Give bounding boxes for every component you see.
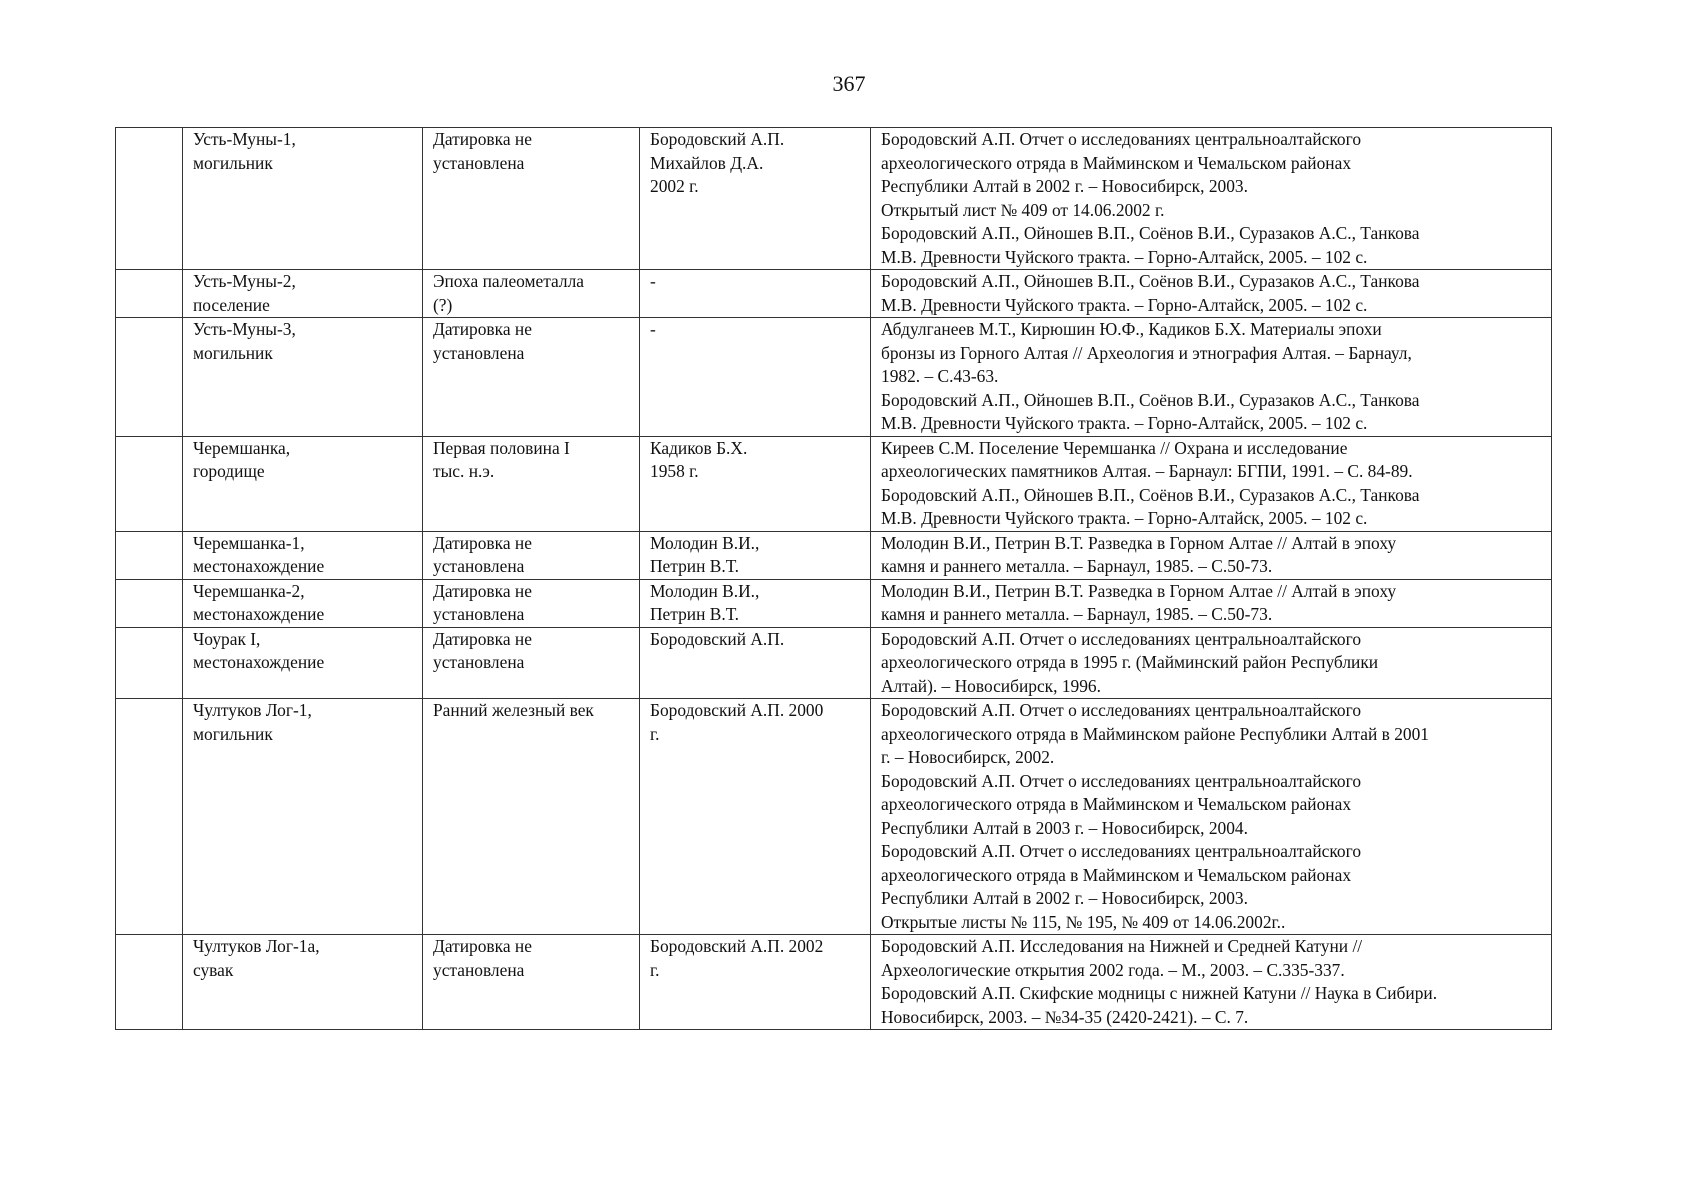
site-name-line: местонахождение [193, 556, 325, 576]
researchers-line: Кадиков Б.Х. [650, 437, 748, 458]
row-number-cell [116, 318, 183, 437]
literature-line: камня и раннего металла. – Барнаул, 1985. – С.50-73. [881, 556, 1273, 576]
researchers-line: Молодин В.И., [650, 532, 760, 553]
site-name-cell [183, 128, 423, 270]
researchers-cell [640, 627, 871, 699]
literature-line: Новосибирск, 2003. – №34-35 (2420-2421). – С. 7. [881, 1006, 1249, 1027]
literature-line: М.В. Древности Чуйского тракта. – Горно-Алтайск, 2005. – 102 с. [881, 508, 1368, 528]
row-number-cell [116, 699, 183, 935]
site-name-cell [183, 627, 423, 699]
site-name-line: Усть-Муны-1, [193, 129, 296, 149]
table-row [116, 935, 1552, 1030]
row-number-cell [116, 436, 183, 531]
site-name-line: местонахождение [193, 652, 325, 672]
dating-line: Датировка не [433, 129, 532, 149]
literature-line: Открытый лист № 409 от 14.06.2002 г. [881, 199, 1165, 220]
site-name-cell [183, 318, 423, 437]
literature-line: М.В. Древности Чуйского тракта. – Горно-Алтайск, 2005. – 102 с. [881, 413, 1368, 433]
literature-line: Бородовский А.П. Исследования на Нижней и Средней Катуни // [881, 936, 1363, 956]
literature-line: Республики Алтай в 2002 г. – Новосибирск, 2003. [881, 176, 1248, 196]
literature-line: М.В. Древности Чуйского тракта. – Горно-Алтайск, 2005. – 102 с. [881, 246, 1368, 267]
dating-cell [423, 436, 640, 531]
dating-cell [423, 579, 640, 627]
site-name-line: местонахождение [193, 604, 325, 624]
literature-line: Бородовский А.П. Отчет о исследованиях центральноалтайского [881, 628, 1362, 649]
researchers-line: 1958 г. [650, 461, 699, 481]
site-name-line: могильник [193, 152, 273, 173]
researchers-line: Бородовский А.П. [650, 129, 785, 149]
researchers-cell [640, 436, 871, 531]
dating-line: установлена [433, 152, 525, 173]
dating-cell [423, 627, 640, 699]
table-row [116, 531, 1552, 579]
literature-line: Молодин В.И., Петрин В.Т. Разведка в Горном Алтае // Алтай в эпоху [881, 580, 1397, 601]
literature-line: Бородовский А.П. Отчет о исследованиях центральноалтайского [881, 129, 1362, 149]
row-number-cell [116, 128, 183, 270]
dating-line: установлена [433, 556, 525, 576]
dating-line: Ранний железный век [433, 700, 594, 720]
row-number-cell [116, 579, 183, 627]
researchers-line: Бородовский А.П. 2002 [650, 936, 824, 956]
literature-cell [871, 531, 1552, 579]
dating-cell [423, 935, 640, 1030]
literature-cell [871, 627, 1552, 699]
site-name-line: Черемшанка-2, [193, 580, 305, 601]
site-name-cell [183, 436, 423, 531]
researchers-cell [640, 318, 871, 437]
table-row [116, 270, 1552, 318]
literature-line: Бородовский А.П. Отчет о исследованиях центральноалтайского [881, 770, 1362, 791]
researchers-cell [640, 579, 871, 627]
site-name-line: сувак [193, 959, 234, 980]
site-name-line: поселение [193, 294, 270, 315]
literature-line: Бородовский А.П., Ойношев В.П., Соёнов В.И., Суразаков А.С., Танкова [881, 271, 1420, 291]
site-name-line: Усть-Муны-2, [193, 271, 296, 291]
literature-line: Бородовский А.П. Отчет о исследованиях центральноалтайского [881, 700, 1362, 720]
researchers-cell [640, 270, 871, 318]
literature-line: бронзы из Горного Алтая // Археология и этнография Алтая. – Барнаул, [881, 342, 1412, 363]
literature-line: Бородовский А.П., Ойношев В.П., Соёнов В.И., Суразаков А.С., Танкова [881, 484, 1420, 505]
site-name-cell [183, 579, 423, 627]
researchers-cell [640, 531, 871, 579]
literature-line: Республики Алтай в 2003 г. – Новосибирск, 2004. [881, 817, 1248, 838]
dating-cell [423, 699, 640, 935]
dating-line: Эпоха палеометалла [433, 271, 585, 291]
researchers-cell [640, 128, 871, 270]
dating-line: Датировка не [433, 319, 532, 339]
site-name-line: Черемшанка, [193, 437, 291, 458]
monuments-table [115, 127, 1552, 1030]
dating-line: Датировка не [433, 532, 532, 553]
literature-line: археологических памятников Алтая. – Барнаул: БГПИ, 1991. – С. 84-89. [881, 461, 1413, 481]
literature-line: Республики Алтай в 2002 г. – Новосибирск, 2003. [881, 888, 1248, 908]
literature-line: камня и раннего металла. – Барнаул, 1985. – С.50-73. [881, 604, 1273, 624]
literature-line: археологического отряда в Майминском и Чемальском районах [881, 794, 1352, 814]
site-name-line: Чултуков Лог-1а, [193, 936, 320, 956]
researchers-line: г. [650, 723, 660, 744]
site-name-line: могильник [193, 342, 273, 363]
literature-line: Молодин В.И., Петрин В.Т. Разведка в Горном Алтае // Алтай в эпоху [881, 532, 1397, 553]
literature-line: Бородовский А.П., Ойношев В.П., Соёнов В.И., Суразаков А.С., Танкова [881, 223, 1420, 243]
literature-line: Киреев С.М. Поселение Черемшанка // Охрана и исследование [881, 437, 1348, 458]
dating-line: установлена [433, 959, 525, 980]
table-row [116, 627, 1552, 699]
site-name-cell [183, 935, 423, 1030]
literature-line: Абдулганеев М.Т., Кирюшин Ю.Ф., Кадиков Б.Х. Материалы эпохи [881, 319, 1382, 339]
row-number-cell [116, 531, 183, 579]
researchers-line: - [650, 271, 656, 291]
table-row [116, 318, 1552, 437]
dating-line: (?) [433, 294, 453, 315]
researchers-line: - [650, 319, 656, 339]
researchers-line: Петрин В.Т. [650, 604, 739, 624]
literature-cell [871, 579, 1552, 627]
site-name-line: Усть-Муны-3, [193, 319, 296, 339]
table-row [116, 436, 1552, 531]
literature-cell [871, 935, 1552, 1030]
site-name-line: городище [193, 461, 265, 481]
literature-line: Бородовский А.П. Скифские модницы с нижней Катуни // Наука в Сибири. [881, 983, 1438, 1003]
researchers-line: Бородовский А.П. [650, 628, 785, 649]
dating-line: Датировка не [433, 628, 532, 649]
site-name-line: Черемшанка-1, [193, 532, 305, 553]
site-name-cell [183, 270, 423, 318]
dating-line: установлена [433, 652, 525, 672]
site-name-cell [183, 699, 423, 935]
literature-cell [871, 436, 1552, 531]
literature-cell [871, 699, 1552, 935]
literature-line: археологического отряда в Майминском и Чемальском районах [881, 152, 1352, 173]
dating-line: установлена [433, 342, 525, 363]
literature-cell [871, 318, 1552, 437]
site-name-line: Чоурак I, [193, 628, 261, 649]
researchers-line: Петрин В.Т. [650, 556, 739, 576]
literature-line: Бородовский А.П., Ойношев В.П., Соёнов В.И., Суразаков А.С., Танкова [881, 389, 1420, 410]
table-row [116, 128, 1552, 270]
researchers-line: Михайлов Д.А. [650, 152, 764, 173]
dating-line: Первая половина I [433, 437, 570, 458]
literature-line: Бородовский А.П. Отчет о исследованиях центральноалтайского [881, 841, 1362, 861]
monuments-table-body [116, 128, 1552, 1030]
literature-cell [871, 128, 1552, 270]
dating-cell [423, 128, 640, 270]
dating-cell [423, 270, 640, 318]
researchers-line: Молодин В.И., [650, 580, 760, 601]
site-name-cell [183, 531, 423, 579]
table-row [116, 699, 1552, 935]
researchers-line: 2002 г. [650, 176, 699, 196]
literature-line: археологического отряда в 1995 г. (Майминский район Республики [881, 652, 1379, 672]
row-number-cell [116, 270, 183, 318]
dating-cell [423, 318, 640, 437]
researchers-cell [640, 935, 871, 1030]
dating-cell [423, 531, 640, 579]
literature-line: Археологические открытия 2002 года. – М., 2003. – С.335-337. [881, 959, 1345, 980]
dating-line: Датировка не [433, 936, 532, 956]
dating-line: тыс. н.э. [433, 461, 495, 481]
site-name-line: могильник [193, 723, 273, 744]
page-number: 367 [832, 71, 866, 96]
literature-cell [871, 270, 1552, 318]
literature-line: археологического отряда в Майминском и Чемальском районах [881, 864, 1352, 885]
table-row [116, 579, 1552, 627]
site-name-line: Чултуков Лог-1, [193, 700, 312, 720]
row-number-cell [116, 935, 183, 1030]
literature-line: 1982. – С.43-63. [881, 366, 999, 386]
dating-line: установлена [433, 604, 525, 624]
researchers-cell [640, 699, 871, 935]
literature-line: Открытые листы № 115, № 195, № 409 от 14.06.2002г.. [881, 911, 1286, 932]
literature-line: археологического отряда в Майминском районе Республики Алтай в 2001 [881, 723, 1429, 744]
literature-line: М.В. Древности Чуйского тракта. – Горно-Алтайск, 2005. – 102 с. [881, 294, 1368, 315]
literature-line: Алтай). – Новосибирск, 1996. [881, 675, 1101, 696]
row-number-cell [116, 627, 183, 699]
dating-line: Датировка не [433, 580, 532, 601]
literature-line: г. – Новосибирск, 2002. [881, 747, 1055, 767]
researchers-line: г. [650, 959, 660, 980]
researchers-line: Бородовский А.П. 2000 [650, 700, 824, 720]
